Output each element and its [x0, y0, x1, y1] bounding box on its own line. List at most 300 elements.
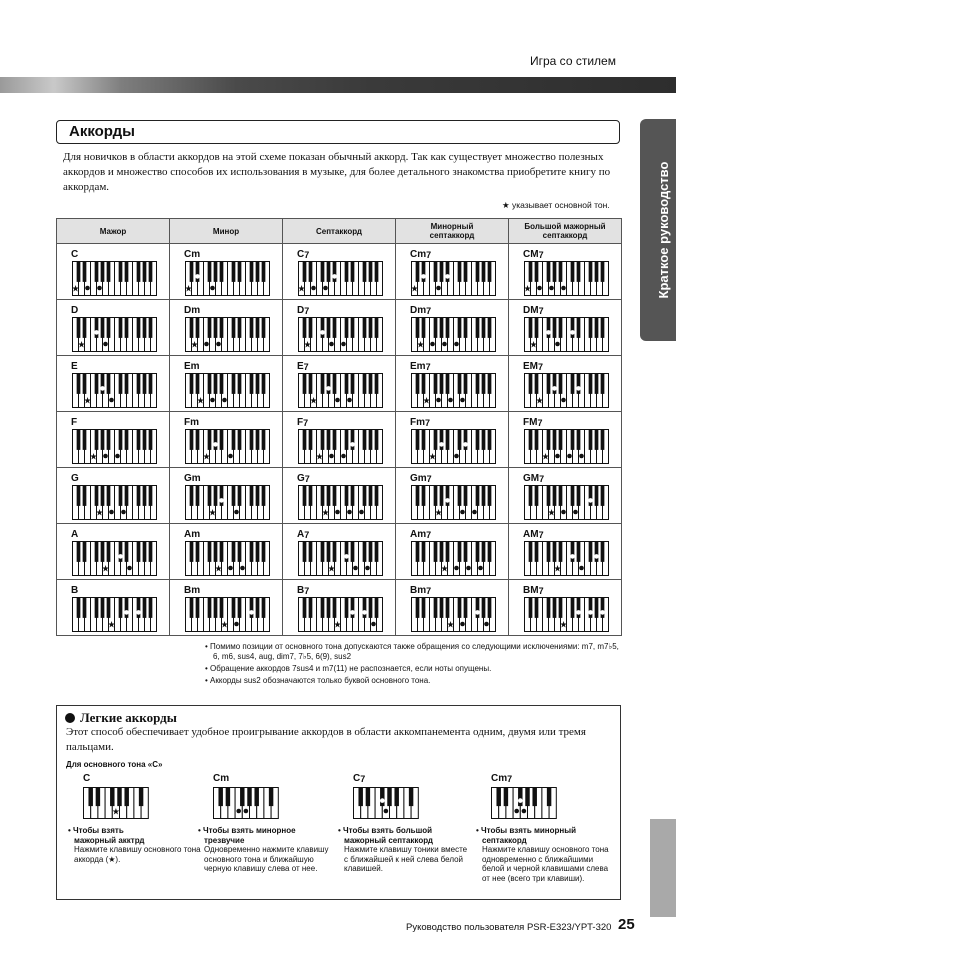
column-header: Минорный септаккорд: [396, 219, 509, 244]
black-key: [434, 542, 438, 562]
black-key: [363, 486, 367, 506]
note-dot: [350, 610, 355, 615]
chord-cell: [283, 468, 396, 524]
note-dot: [594, 554, 599, 559]
chord-cell: [170, 580, 283, 636]
black-key: [309, 374, 313, 394]
black-key: [345, 374, 349, 394]
piano-keyboard: [298, 429, 383, 464]
chord-cell: [509, 300, 622, 356]
black-key: [333, 486, 337, 506]
piano-keyboard: [411, 541, 496, 576]
chord-cell: [396, 300, 509, 356]
black-key: [143, 430, 147, 450]
note-dot: [454, 454, 459, 459]
note-dot: [463, 442, 468, 447]
note-dot: [561, 398, 566, 403]
black-key: [547, 318, 551, 338]
black-key: [577, 486, 581, 506]
black-key: [488, 318, 492, 338]
black-key: [375, 262, 379, 282]
black-key: [375, 542, 379, 562]
black-key: [125, 374, 129, 394]
column-header: Минор: [170, 219, 283, 244]
section-title-box: [56, 120, 620, 144]
black-key: [143, 542, 147, 562]
black-key: [595, 374, 599, 394]
black-key: [559, 430, 563, 450]
black-key: [262, 430, 266, 450]
chord-name: D: [71, 305, 79, 316]
black-key: [553, 374, 557, 394]
black-key: [589, 318, 593, 338]
black-key: [269, 788, 273, 807]
root-star-icon: ★: [111, 806, 120, 817]
black-key: [595, 542, 599, 562]
chord-cell: [170, 468, 283, 524]
black-key: [363, 262, 367, 282]
note-dot: [127, 566, 132, 571]
chord-row: [57, 412, 622, 468]
note-item: • Аккорды sus2 обозначаются только буквой основного тона.: [205, 676, 431, 685]
black-key: [577, 430, 581, 450]
black-key: [434, 486, 438, 506]
black-key: [535, 318, 539, 338]
black-key: [143, 318, 147, 338]
chord-name: $G_7$: [297, 473, 310, 484]
piano-keyboard: [411, 261, 496, 296]
black-key: [256, 598, 260, 618]
black-key: [309, 318, 313, 338]
black-key: [238, 374, 242, 394]
chord-cell: [57, 244, 170, 300]
note-dot: [121, 510, 126, 515]
black-key: [434, 262, 438, 282]
black-key: [464, 318, 468, 338]
chord-name: C: [71, 249, 79, 260]
root-star-icon: ★: [434, 507, 443, 518]
black-key: [77, 542, 81, 562]
piano-keyboard: [298, 485, 383, 520]
black-key: [117, 788, 121, 807]
note-dot: [567, 454, 572, 459]
black-key: [446, 486, 450, 506]
root-star-icon: ★: [559, 619, 568, 630]
chord-cell: [396, 412, 509, 468]
black-key: [327, 318, 331, 338]
black-key: [351, 262, 355, 282]
black-key: [409, 788, 413, 807]
black-key: [143, 598, 147, 618]
black-key: [595, 430, 599, 450]
piano-keyboard: [524, 317, 609, 352]
black-key: [434, 430, 438, 450]
piano-keyboard: [411, 317, 496, 352]
note-dot: [234, 622, 239, 627]
chord-name: Em: [184, 361, 200, 372]
black-key: [529, 318, 533, 338]
note-dot: [445, 274, 450, 279]
chord-cell: [57, 468, 170, 524]
root-star-icon: ★: [208, 507, 217, 518]
black-key: [351, 374, 355, 394]
piano-keyboard: [72, 429, 157, 464]
root-star-icon: ★: [101, 563, 110, 574]
note-dot: [353, 566, 358, 571]
black-key: [535, 542, 539, 562]
black-key: [208, 598, 212, 618]
note-dot: [573, 510, 578, 515]
black-key: [422, 598, 426, 618]
black-key: [208, 374, 212, 394]
chord-name: $Cm_7$: [410, 249, 432, 260]
black-key: [101, 262, 105, 282]
black-key: [333, 262, 337, 282]
black-key: [589, 598, 593, 618]
black-key: [553, 430, 557, 450]
black-key: [77, 430, 81, 450]
black-key: [547, 598, 551, 618]
black-key: [149, 318, 153, 338]
black-key: [529, 430, 533, 450]
root-star-icon: ★: [411, 283, 419, 294]
black-key: [250, 374, 254, 394]
note-dot: [344, 554, 349, 559]
note-dot: [329, 342, 334, 347]
black-key: [482, 374, 486, 394]
chord-name: $BM_7$: [523, 585, 544, 596]
black-key: [518, 788, 522, 807]
chord-cell: [509, 244, 622, 300]
black-key: [196, 542, 200, 562]
black-key: [327, 598, 331, 618]
note-dot: [514, 809, 519, 814]
black-key: [208, 542, 212, 562]
black-key: [440, 542, 444, 562]
piano-keyboard: [411, 597, 496, 632]
black-key: [214, 542, 218, 562]
black-key: [571, 542, 575, 562]
note-dot: [421, 274, 426, 279]
note-dot: [249, 610, 254, 615]
chord-cell: [57, 412, 170, 468]
black-key: [464, 430, 468, 450]
black-key: [196, 486, 200, 506]
black-key: [595, 486, 599, 506]
black-key: [83, 486, 87, 506]
black-key: [83, 318, 87, 338]
black-key: [547, 430, 551, 450]
note-dot: [460, 622, 465, 627]
black-key: [434, 318, 438, 338]
black-key: [571, 262, 575, 282]
chord-name: $EM_7$: [523, 361, 544, 372]
black-key: [218, 788, 222, 807]
black-key: [458, 262, 462, 282]
note-dot: [347, 510, 352, 515]
black-key: [220, 486, 224, 506]
black-key: [137, 598, 141, 618]
easy-desc-body: Нажмите клавишу основного тона аккорда (★).: [74, 845, 201, 864]
black-key: [577, 262, 581, 282]
black-key: [440, 430, 444, 450]
note-dot: [588, 498, 593, 503]
note-dot: [600, 610, 605, 615]
black-key: [247, 788, 251, 807]
note-dot: [236, 809, 241, 814]
note-dot: [100, 386, 105, 391]
black-key: [119, 486, 123, 506]
root-star-icon: ★: [190, 339, 199, 350]
black-key: [190, 262, 194, 282]
note-dot: [555, 342, 560, 347]
black-key: [422, 262, 426, 282]
black-key: [232, 262, 236, 282]
black-key: [535, 598, 539, 618]
black-key: [119, 374, 123, 394]
black-key: [571, 486, 575, 506]
black-key: [119, 430, 123, 450]
black-key: [369, 318, 373, 338]
side-tab[interactable]: [640, 119, 676, 341]
piano-keyboard: [185, 317, 270, 352]
black-key: [488, 598, 492, 618]
black-key: [375, 430, 379, 450]
black-key: [321, 542, 325, 562]
black-key: [529, 374, 533, 394]
black-key: [351, 598, 355, 618]
black-key: [77, 318, 81, 338]
chord-name: $D_7$: [297, 305, 310, 316]
note-dot: [210, 286, 215, 291]
black-key: [529, 486, 533, 506]
root-star-icon: ★: [83, 395, 92, 406]
black-key: [137, 318, 141, 338]
easy-chords-box: [56, 705, 621, 900]
note-dot: [85, 286, 90, 291]
black-key: [482, 486, 486, 506]
root-star-icon: ★: [416, 339, 425, 350]
black-key: [190, 542, 194, 562]
black-key: [488, 262, 492, 282]
black-key: [107, 374, 111, 394]
black-key: [476, 598, 480, 618]
black-key: [149, 430, 153, 450]
note-dot: [430, 342, 435, 347]
black-key: [476, 430, 480, 450]
chord-cell: [170, 412, 283, 468]
black-key: [262, 262, 266, 282]
note-dot: [478, 566, 483, 571]
easy-label: Для основного тона «C»: [66, 760, 163, 769]
black-key: [149, 542, 153, 562]
piano-keyboard: [524, 485, 609, 520]
chord-table: [56, 218, 622, 636]
black-key: [220, 262, 224, 282]
easy-chord-description: [338, 826, 472, 874]
black-key: [440, 598, 444, 618]
black-key: [208, 318, 212, 338]
grey-side-tab: [650, 819, 676, 917]
black-key: [238, 318, 242, 338]
black-key: [208, 486, 212, 506]
chord-cell: [170, 524, 283, 580]
chord-name: $E_7$: [297, 361, 309, 372]
black-key: [262, 598, 266, 618]
black-key: [309, 542, 313, 562]
black-key: [601, 374, 605, 394]
chord-name: F: [71, 417, 78, 428]
chord-cell: [509, 468, 622, 524]
chord-cell: [283, 524, 396, 580]
black-key: [238, 262, 242, 282]
root-star-icon: ★: [220, 619, 229, 630]
chord-cell: [283, 244, 396, 300]
black-key: [363, 542, 367, 562]
black-key: [482, 430, 486, 450]
chord-cell: [57, 524, 170, 580]
black-key: [214, 318, 218, 338]
black-key: [220, 374, 224, 394]
piano-keyboard: [298, 541, 383, 576]
chord-cell: [170, 356, 283, 412]
root-star-icon: ★: [185, 283, 193, 294]
black-key: [250, 542, 254, 562]
page-number: 25: [618, 916, 635, 933]
note-dot: [311, 286, 316, 291]
black-key: [309, 598, 313, 618]
piano-keyboard: [185, 261, 270, 296]
note-dot: [204, 342, 209, 347]
root-star-icon: ★: [89, 451, 98, 462]
black-key: [143, 486, 147, 506]
black-key: [547, 262, 551, 282]
black-key: [220, 542, 224, 562]
piano-keyboard: [411, 373, 496, 408]
black-key: [137, 374, 141, 394]
black-key: [440, 262, 444, 282]
note-dot: [365, 566, 370, 571]
black-key: [476, 542, 480, 562]
root-star-icon: ★: [541, 451, 550, 462]
root-star-icon: ★: [107, 619, 116, 630]
chord-name: E: [71, 361, 78, 372]
note-dot: [576, 610, 581, 615]
black-key: [547, 788, 551, 807]
black-key: [375, 318, 379, 338]
chord-name: $Fm_7$: [410, 417, 431, 428]
black-key: [220, 430, 224, 450]
black-key: [119, 598, 123, 618]
black-key: [190, 598, 194, 618]
black-key: [488, 486, 492, 506]
root-star-icon: ★: [72, 283, 80, 294]
note-dot: [522, 809, 527, 814]
black-key: [547, 374, 551, 394]
black-key: [595, 318, 599, 338]
note-dot: [436, 398, 441, 403]
black-key: [77, 374, 81, 394]
easy-chord-name: Cm: [213, 773, 230, 784]
note-dot: [244, 809, 249, 814]
black-key: [327, 374, 331, 394]
black-key: [577, 318, 581, 338]
piano-keyboard: [353, 787, 419, 819]
root-star-icon: ★: [446, 619, 455, 630]
black-key: [535, 262, 539, 282]
black-key: [232, 542, 236, 562]
black-key: [309, 486, 313, 506]
black-key: [137, 262, 141, 282]
black-key: [422, 318, 426, 338]
note-dot: [579, 454, 584, 459]
black-key: [333, 598, 337, 618]
black-key: [488, 374, 492, 394]
black-key: [125, 318, 129, 338]
black-key: [476, 374, 480, 394]
black-key: [101, 486, 105, 506]
chord-cell: [396, 524, 509, 580]
chord-cell: [509, 524, 622, 580]
note-dot: [371, 622, 376, 627]
black-key: [351, 486, 355, 506]
black-key: [83, 598, 87, 618]
note-dot: [439, 442, 444, 447]
black-key: [95, 318, 99, 338]
note-dot: [240, 566, 245, 571]
footer-text: Руководство пользователя PSR-E323/YPT-320: [406, 922, 612, 933]
chord-name: $FM_7$: [523, 417, 543, 428]
chord-name: $AM_7$: [523, 529, 544, 540]
black-key: [226, 788, 230, 807]
black-key: [601, 542, 605, 562]
black-key: [101, 542, 105, 562]
black-key: [458, 542, 462, 562]
black-key: [571, 318, 575, 338]
black-key: [238, 542, 242, 562]
piano-keyboard: [411, 485, 496, 520]
black-key: [458, 486, 462, 506]
section-header: Игра со стилем: [530, 54, 616, 68]
black-key: [321, 598, 325, 618]
black-key: [149, 598, 153, 618]
black-key: [77, 486, 81, 506]
black-key: [535, 430, 539, 450]
easy-chord-name: C: [83, 773, 91, 784]
chord-row: [57, 244, 622, 300]
note-dot: [103, 342, 108, 347]
note-item: • Обращение аккордов 7sus4 и m7(11) не распознается, если ноты опущены.: [205, 664, 492, 673]
easy-desc-body: Нажмите клавишу основного тона одновременно с ближайшими белой и черной клавишами слева от нее (всего три клавиши).: [482, 845, 609, 883]
black-key: [595, 598, 599, 618]
note-dot: [384, 809, 389, 814]
black-key: [232, 318, 236, 338]
black-key: [125, 598, 129, 618]
header-band: [0, 77, 676, 93]
piano-keyboard: [213, 787, 279, 819]
black-key: [589, 542, 593, 562]
black-key: [559, 262, 563, 282]
note-dot: [228, 566, 233, 571]
black-key: [571, 430, 575, 450]
piano-keyboard: [185, 541, 270, 576]
chord-name: Cm: [184, 249, 201, 260]
chord-row: [57, 524, 622, 580]
note-dot: [320, 330, 325, 335]
easy-chord-description: [476, 826, 610, 883]
chord-row: [57, 356, 622, 412]
chord-name: Gm: [184, 473, 201, 484]
